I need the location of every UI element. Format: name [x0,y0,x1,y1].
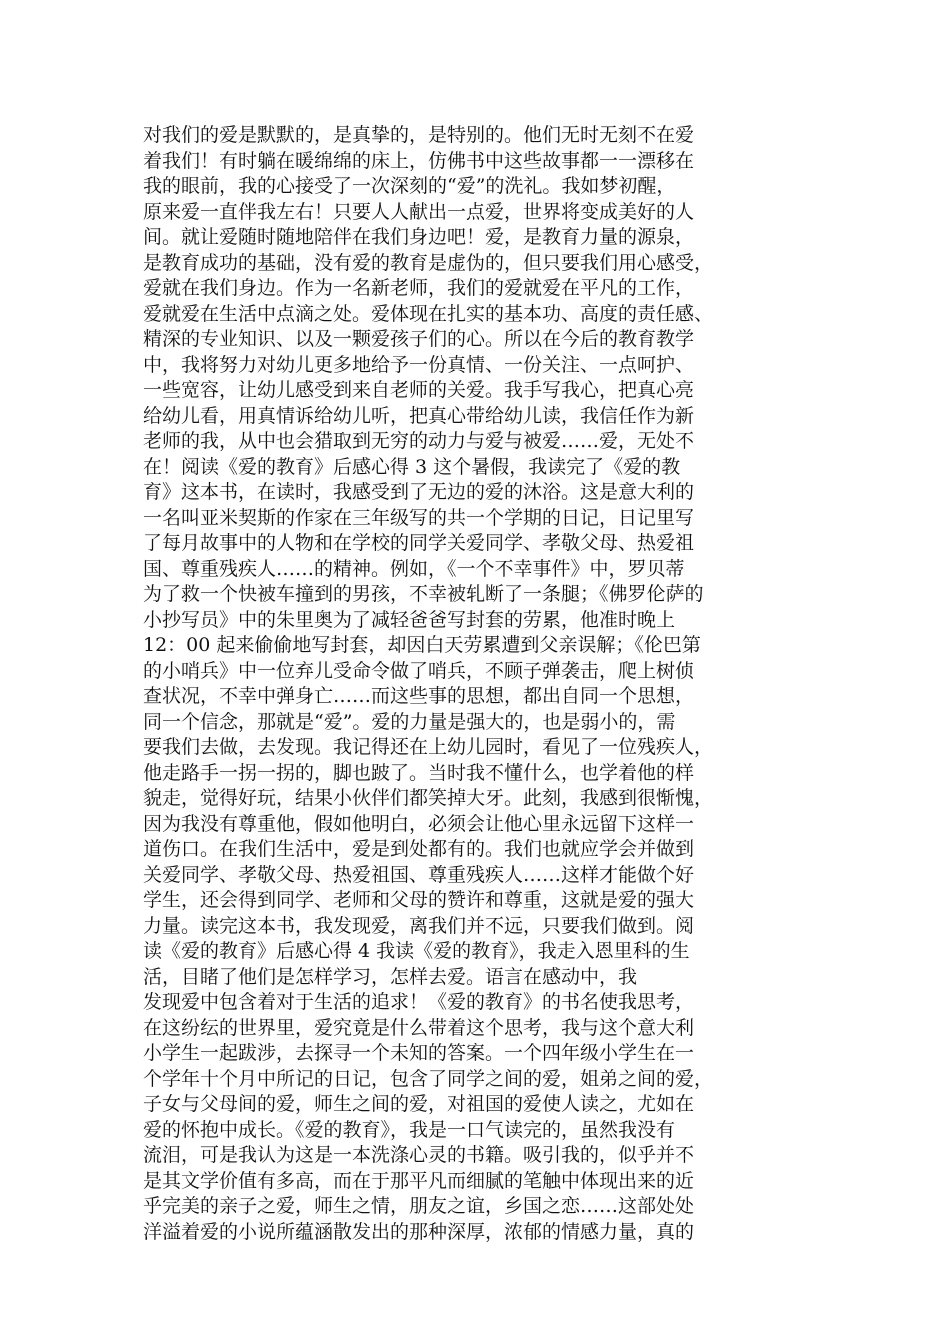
text-line: 对我们的爱是默默的，是真挚的，是特别的。他们无时无刻不在爱 [143,124,695,146]
text-line: 给幼儿看，用真情诉给幼儿听，把真心带给幼儿读，我信任作为新 [143,404,695,427]
text-line: 个学年十个月中所记的日记，包含了同学之间的爱，姐弟之间的爱， [143,1067,714,1090]
text-line: 爱的怀抱中成长。《爱的教育》，我是一口气读完的，虽然我没有 [143,1118,676,1141]
text-line: 他走路手一拐一拐的，脚也跛了。当时我不懂什么，也学着他的样 [143,761,695,784]
text-line: 道伤口。在我们生活中，爱是到处都有的。我们也就应学会并做到 [143,838,695,860]
text-line: 活，目睹了他们是怎样学习，怎样去爱。语言在感动中，我 [143,965,638,988]
text-line: 因为我没有尊重他，假如他明白，必须会让他心里永远留下这样一 [143,812,695,835]
text-line: 在这纷纭的世界里，爱究竟是什么带着这个思考，我与这个意大利 [143,1016,695,1039]
text-line: 流泪，可是我认为这是一本洗涤心灵的书籍。吸引我的，似乎并不 [143,1144,695,1166]
text-line: 小抄写员》中的朱里奥为了减轻爸爸写封套的劳累，他准时晚上 [143,608,676,631]
text-line: 着我们！有时躺在暖绵绵的床上，仿佛书中这些故事都一一漂移在 [143,149,695,172]
text-line: 是教育成功的基础，没有爱的教育是虚伪的，但只要我们用心感受， [143,251,714,274]
text-line: 为了救一个快被车撞到的男孩，不幸被轧断了一条腿；《佛罗伦萨的 [143,583,704,605]
body-text [143,123,815,1245]
text-line: 发现爱中包含着对于生活的追求！《爱的教育》的书名使我思考， [143,991,695,1013]
text-line: 力量。读完这本书，我发现爱，离我们并不远，只要我们做到。阅 [143,914,695,937]
text-line: 小学生一起跋涉，去探寻一个未知的答案。一个四年级小学生在一 [143,1042,695,1064]
text-line: 中，我将努力对幼儿更多地给予一份真情、一份关注、一点呵护、 [143,353,695,376]
text-line: 是其文学价值有多高，而在于那平凡而细腻的笔触中体现出来的近 [143,1169,695,1192]
text-line: 了每月故事中的人物和在学校的同学关爱同学、孝敬父母、热爱祖 [143,532,695,554]
text-line: 12：00 起来偷偷地写封套，却因白天劳累遭到父亲误解；《伦巴第 [143,634,701,656]
text-line: 一些宽容，让幼儿感受到来自老师的关爱。我手写我心，把真心亮 [143,379,695,401]
text-line: 爱就在我们身边。作为一名新老师，我们的爱就爱在平凡的工作， [143,277,695,299]
text-line: 洋溢着爱的小说所蕴涵散发出的那种深厚，浓郁的情感力量，真的 [143,1220,695,1243]
text-line: 貌走，觉得好玩，结果小伙伴们都笑掉大牙。此刻，我感到很惭愧， [143,787,714,809]
text-line: 原来爱一直伴我左右！只要人人献出一点爱，世界将变成美好的人 [143,200,695,223]
text-line: 学生，还会得到同学、老师和父母的赞许和尊重，这就是爱的强大 [143,889,695,911]
text-line: 我的眼前，我的心接受了一次深刻的“爱”的洗礼。我如梦初醒， [143,175,676,197]
text-line: 查状况，不幸中弹身亡……而这些事的思想，都出自同一个思想， [143,685,695,707]
text-line: 一名叫亚米契斯的作家在三年级写的共一个学期的日记，日记里写 [143,506,695,529]
text-line: 的小哨兵》中一位弃儿受命令做了哨兵，不顾子弹袭击，爬上树侦 [143,659,695,682]
text-line: 育》这本书，在读时，我感受到了无边的爱的沐浴。这是意大利的 [143,481,695,503]
text-line: 间。就让爱随时随地陪伴在我们身边吧！爱，是教育力量的源泉， [143,226,695,248]
text-line: 爱就爱在生活中点滴之处。爱体现在扎实的基本功、高度的责任感、 [143,302,714,325]
text-line: 读《爱的教育》后感心得 4 我读《爱的教育》，我走入恩里科的生 [143,940,690,962]
text-line: 关爱同学、孝敬父母、热爱祖国、尊重残疾人……这样才能做个好 [143,863,695,886]
text-line: 精深的专业知识、以及一颗爱孩子们的心。所以在今后的教育教学 [143,328,695,350]
text-line: 乎完美的亲子之爱，师生之情，朋友之谊，乡国之恋……这部处处 [143,1195,695,1217]
text-line: 老师的我，从中也会猎取到无穷的动力与爱与被爱……爱，无处不 [143,430,695,452]
text-line: 同一个信念，那就是“爱”。爱的力量是强大的，也是弱小的，需 [143,710,676,733]
text-line: 国、尊重残疾人……的精神。例如，《一个不幸事件》中，罗贝蒂 [143,557,685,580]
text-line: 子女与父母间的爱，师生之间的爱，对祖国的爱使人读之，尤如在 [143,1093,695,1115]
text-line: 要我们去做，去发现。我记得还在上幼儿园时，看见了一位残疾人， [143,736,714,758]
text-line: 在！阅读《爱的教育》后感心得 3 这个暑假，我读完了《爱的教 [143,455,681,478]
